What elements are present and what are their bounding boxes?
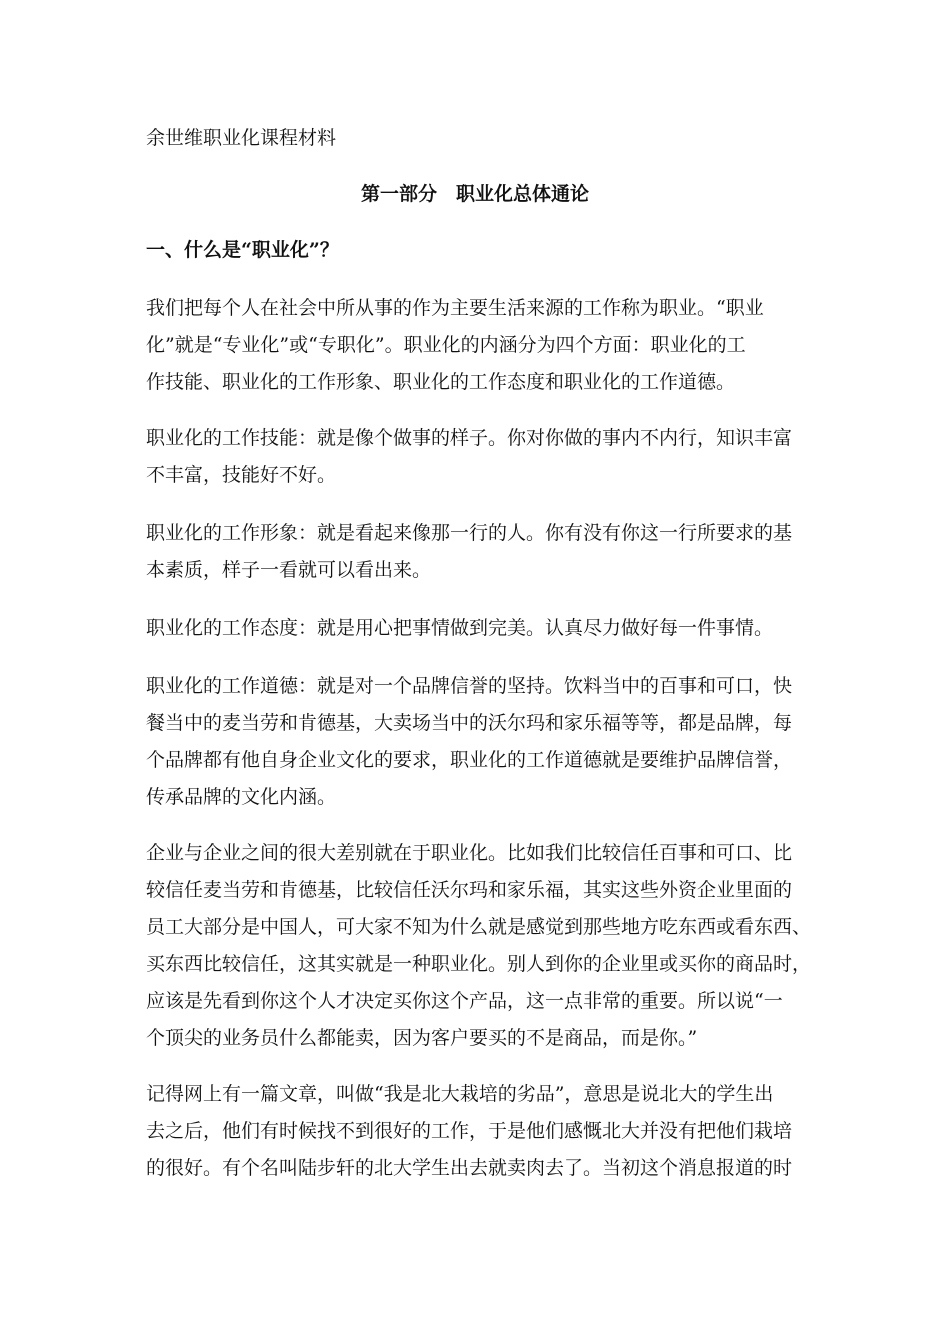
paragraph-work-skills [146,420,826,494]
text-line: 个顶尖的业务员什么都能卖，因为客户要买的不是商品，而是你。” [146,1027,698,1049]
text-line: 个品牌都有他自身企业文化的要求，职业化的工作道德就是要维护品牌信誉， [146,749,793,771]
paragraph-work-attitude [146,610,826,647]
text-line: 买东西比较信任，这其实就是一种职业化。别人到你的企业里或买你的商品时， [146,953,812,975]
text-line: 传承品牌的文化内涵。 [146,786,337,808]
paragraph-enterprise-difference [146,835,826,1057]
text-line: 应该是先看到你这个人才决定买你这个产品，这一点非常的重要。所以说“一 [146,990,783,1012]
text-line: 职业化的工作道德：就是对一个品牌信誉的坚持。饮料当中的百事和可口，快 [146,675,793,697]
text-line: 作技能、职业化的工作形象、职业化的工作态度和职业化的工作道德。 [146,371,736,393]
paragraph-peking-university-story [146,1076,826,1187]
text-line: 较信任麦当劳和肯德基，比较信任沃尔玛和家乐福，其实这些外资企业里面的 [146,879,793,901]
text-line: 企业与企业之间的很大差别就在于职业化。比如我们比较信任百事和可口、比 [146,842,793,864]
text-line: 本素质，样子一看就可以看出来。 [146,559,432,581]
paragraph-work-ethics [146,668,826,816]
document-title: 余世维职业化课程材料 [146,127,337,149]
text-line: 员工大部分是中国人，可大家不知为什么就是感觉到那些地方吃东西或看东西、 [146,916,812,938]
text-line: 去之后，他们有时候找不到很好的工作，于是他们感慨北大并没有把他们栽培 [146,1120,793,1142]
text-line: 我们把每个人在社会中所从事的作为主要生活来源的工作称为职业。“职业 [146,297,764,319]
paragraph-definition [146,290,826,401]
text-line: 职业化的工作形象：就是看起来像那一行的人。你有没有你这一行所要求的基 [146,522,793,544]
section-heading: 一、什么是“职业化”？ [146,239,339,261]
text-line: 的很好。有个名叫陆步轩的北大学生出去就卖肉去了。当初这个消息报道的时 [146,1157,793,1179]
text-line: 职业化的工作技能：就是像个做事的样子。你对你做的事内不内行，知识丰富 [146,427,793,449]
text-line: 不丰富，技能好不好。 [146,464,337,486]
paragraph-work-image [146,515,826,589]
text-line: 餐当中的麦当劳和肯德基，大卖场当中的沃尔玛和家乐福等等，都是品牌，每 [146,712,793,734]
text-line: 记得网上有一篇文章，叫做“我是北大栽培的劣品”，意思是说北大的学生出 [146,1083,774,1105]
text-line: 化”就是“专业化”或“专职化”。职业化的内涵分为四个方面：职业化的工 [146,334,746,356]
part-heading: 第一部分 职业化总体通论 [360,183,589,205]
text-line: 职业化的工作态度：就是用心把事情做到完美。认真尽力做好每一件事情。 [146,617,774,639]
